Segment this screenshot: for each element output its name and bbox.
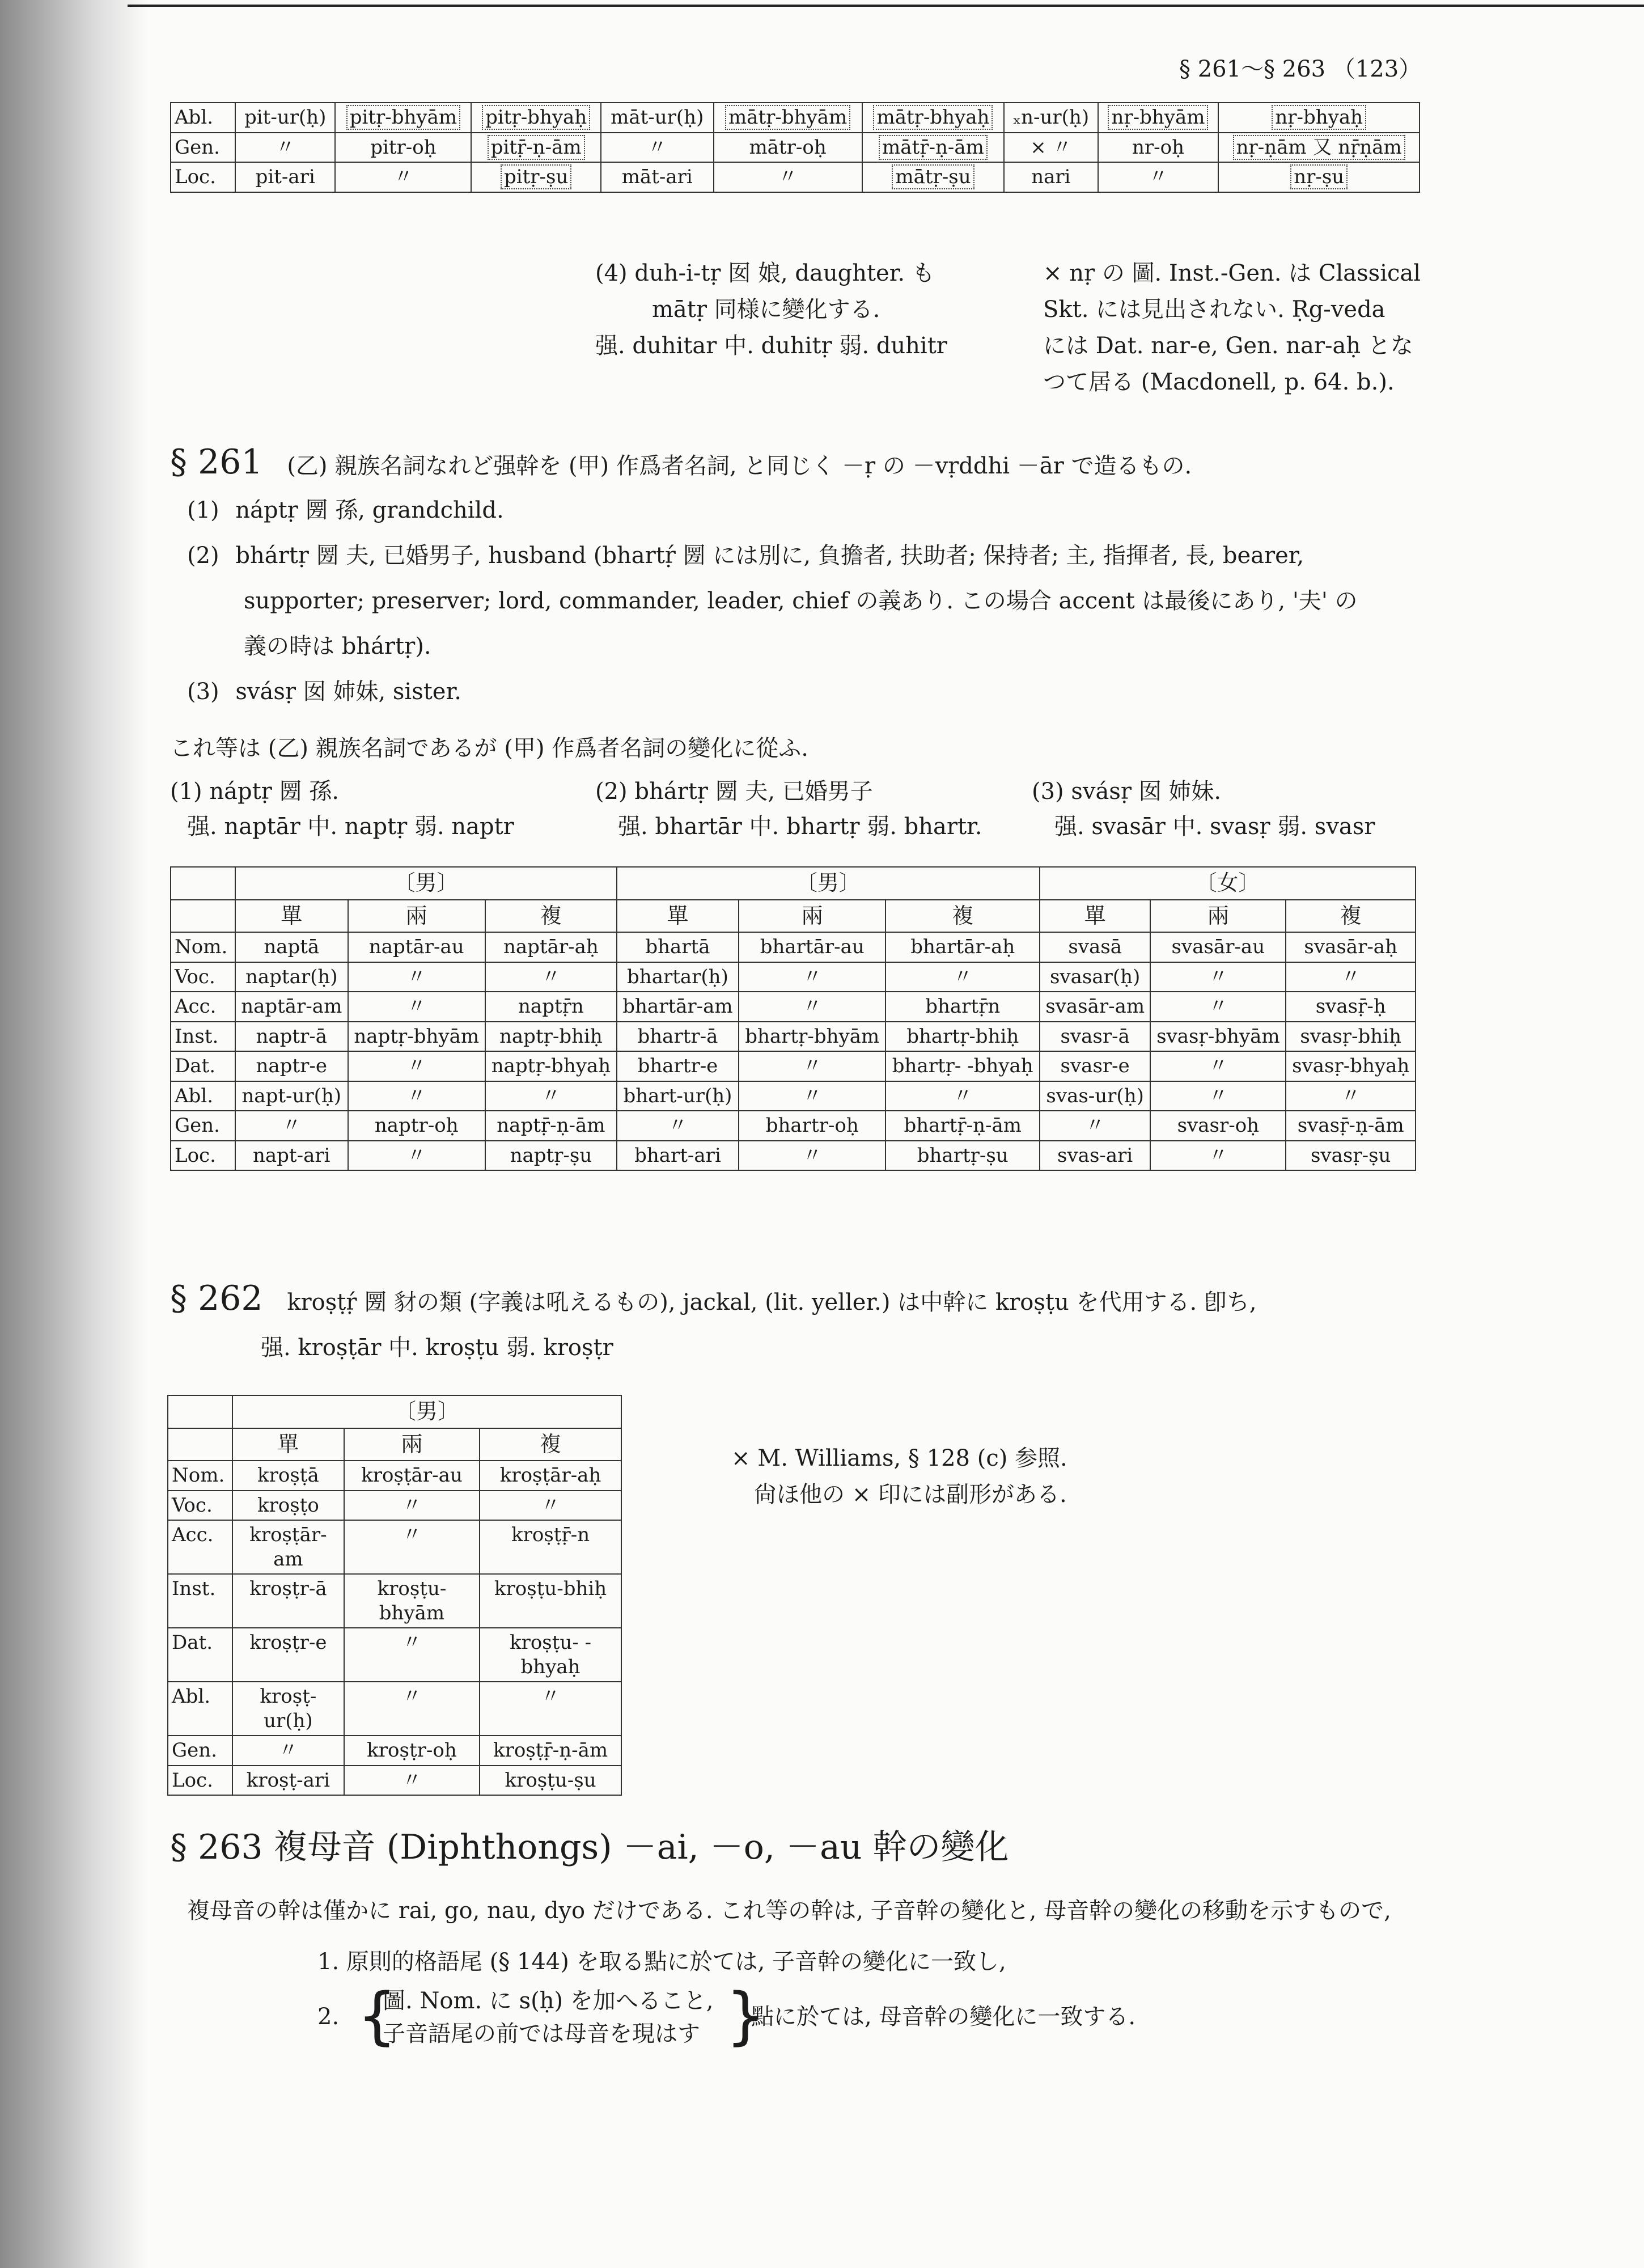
case-label: Voc.	[168, 1491, 232, 1521]
table-cell: kroṣṭu- -bhyaḥ	[480, 1628, 621, 1682]
table-cell: 〃	[739, 992, 885, 1022]
form-text: ₓn-ur(ḥ)	[1012, 106, 1090, 129]
section-262-text: kroṣṭṛ́ 圐 豺の類 (字義は吼えるもの), jackal, (lit. yeller.) は中幹に kroṣṭu を代用する. 卽ち,	[287, 1289, 1257, 1315]
table-cell: kroṣṭu-ṣu	[480, 1766, 621, 1796]
form-text: 〃	[276, 136, 295, 159]
table-cell: kroṣṭār-au	[344, 1461, 480, 1491]
table-cell	[601, 103, 714, 133]
table-cell: 〃	[1150, 992, 1286, 1022]
stem-title: (3) svásṛ 囡 姉妹.	[1032, 778, 1222, 805]
table-row	[168, 1520, 621, 1574]
table-cell: 〃	[348, 1141, 486, 1171]
table-cell: naptā	[235, 932, 348, 962]
table-row	[171, 1111, 1416, 1141]
table-cell: kroṣṭār-aḥ	[480, 1461, 621, 1491]
number-header: 單	[617, 900, 739, 933]
item-text: náptṛ 圐 孫, grandchild.	[235, 497, 504, 523]
table3-head	[168, 1395, 621, 1461]
table-cell	[471, 103, 600, 133]
case-label: Loc.	[171, 162, 235, 192]
number-header: 兩	[1150, 900, 1286, 933]
form-text: mātṝ-ṇ-ām	[879, 135, 988, 160]
case-label: Gen.	[171, 133, 235, 163]
form-text: nr-oḥ	[1132, 136, 1184, 159]
table-cell	[335, 162, 471, 192]
case-label: Nom.	[168, 1461, 232, 1491]
table-cell	[471, 133, 600, 163]
left-brace: {	[357, 1979, 397, 2052]
table-row	[171, 133, 1420, 163]
number-header: 兩	[344, 1428, 480, 1461]
table-cell: kroṣṭā	[232, 1461, 344, 1491]
section-261-summary: これ等は (乙) 親族名詞であるが (甲) 作爲者名詞の變化に從ふ.	[170, 735, 808, 761]
note-mwilliams	[731, 1440, 1067, 1513]
form-text: mātṛ-bhyaḥ	[873, 105, 993, 130]
number-header: 單	[235, 900, 348, 933]
form-text: 〃	[778, 166, 798, 188]
table-cell: kroṣṭ-ur(ḥ)	[232, 1682, 344, 1736]
section-261-items	[187, 488, 1463, 714]
table-cell	[1098, 162, 1219, 192]
table-cell: bhartār-aḥ	[885, 932, 1040, 962]
table1-body	[171, 103, 1420, 192]
table-cell	[471, 162, 600, 192]
gender-header: 〔男〕	[232, 1395, 621, 1428]
note-nr-footnote	[1043, 255, 1421, 400]
number-header: 複	[1286, 900, 1416, 933]
stem-grade-line: 强. naptār 中. naptṛ 弱. naptr	[187, 814, 514, 840]
table-cell: 〃	[1150, 1081, 1286, 1111]
table-cell: 〃	[344, 1628, 480, 1682]
table-cell: svas-ur(ḥ)	[1040, 1081, 1150, 1111]
right-brace: }	[726, 1979, 765, 2052]
table-cell	[714, 162, 862, 192]
table-cell: kroṣṭār-am	[232, 1520, 344, 1574]
item-number: (1)	[187, 497, 219, 523]
section-262-grades: 强. kroṣṭār 中. kroṣṭu 弱. kroṣṭr	[261, 1335, 613, 1361]
form-text: nṛ-bhyaḥ	[1272, 105, 1366, 130]
table-row	[168, 1766, 621, 1796]
table-row	[168, 1491, 621, 1521]
case-label: Gen.	[171, 1111, 235, 1141]
table-cell: bhartr-oḥ	[739, 1111, 885, 1141]
case-label: Acc.	[171, 992, 235, 1022]
corner-cell	[171, 867, 235, 900]
table-cell	[1218, 103, 1420, 133]
table-row	[168, 1628, 621, 1682]
point2-line-b: 子音語尾の前では母音を現はす	[383, 2021, 700, 2047]
table-cell: 〃	[1286, 1081, 1416, 1111]
form-text: pitr-oḥ	[370, 136, 437, 159]
table-cell: kroṣṭṝ-ṇ-ām	[480, 1736, 621, 1766]
form-text: pitṝ-ṇ-ām	[488, 135, 585, 160]
table-cell: 〃	[344, 1520, 480, 1574]
table-cell: 〃	[1286, 962, 1416, 992]
table-cell: bhart-ari	[617, 1141, 739, 1171]
form-text: 〃	[393, 166, 413, 188]
table-row	[171, 1022, 1416, 1052]
table-cell: naptṛ-ṣu	[485, 1141, 617, 1171]
paradigm-table-naptr-bhartr-svasr	[170, 866, 1416, 1171]
table-cell: naptṝn	[485, 992, 617, 1022]
table-cell	[862, 133, 1005, 163]
case-label: Dat.	[171, 1051, 235, 1081]
stem-grade-line: 强. svasār 中. svasṛ 弱. svasr	[1054, 814, 1375, 840]
case-label: Voc.	[171, 962, 235, 992]
table-cell: 〃	[480, 1491, 621, 1521]
item-text: bhártṛ 圐 夫, 已婚男子, husband (bhartṛ́ 圐 には別に, 負擔者, 扶助者; 保持者; 主, 指揮者, 長, bearer,	[235, 543, 1304, 569]
table-cell: 〃	[617, 1111, 739, 1141]
note-nr-line3: には Dat. nar-e, Gen. nar-aḥ とな	[1043, 333, 1413, 359]
table-cell: 〃	[348, 992, 486, 1022]
note-duhitr-line2: mātṛ 同様に變化する.	[652, 297, 880, 323]
table-cell: naptār-aḥ	[485, 932, 617, 962]
paradigm-table-pitr-matr-nr	[170, 102, 1420, 193]
table-cell: napt-ur(ḥ)	[235, 1081, 348, 1111]
table-cell	[1218, 133, 1420, 163]
table-row	[168, 1461, 621, 1491]
table2-head	[171, 867, 1416, 932]
table-cell: bhartṝ-ṇ-ām	[885, 1111, 1040, 1141]
table-row	[171, 103, 1420, 133]
table-cell: bhartar(ḥ)	[617, 962, 739, 992]
point2-conclusion: 點に於ては, 母音幹の變化に一致する.	[751, 2004, 1136, 2030]
point2-number: 2.	[317, 2004, 340, 2030]
table-cell: svasṝ-ṇ-ām	[1286, 1111, 1416, 1141]
table-row	[171, 932, 1416, 962]
case-label: Loc.	[168, 1766, 232, 1796]
table-cell	[235, 103, 335, 133]
case-label: Nom.	[171, 932, 235, 962]
corner-cell	[171, 900, 235, 933]
table-cell	[1098, 133, 1219, 163]
table-cell: kroṣṭr-e	[232, 1628, 344, 1682]
table-cell	[335, 103, 471, 133]
number-header-row	[171, 900, 1416, 933]
table-cell: bhartr-e	[617, 1051, 739, 1081]
table-cell: 〃	[480, 1682, 621, 1736]
gender-header: 〔女〕	[1040, 867, 1416, 900]
table-cell: naptr-e	[235, 1051, 348, 1081]
number-header: 複	[885, 900, 1040, 933]
number-header: 複	[480, 1428, 621, 1461]
table-cell: 〃	[485, 1081, 617, 1111]
section-261-heading: (乙) 親族名詞なれど强幹を (甲) 作爲者名詞, と同じく －ṛ の －vṛddhi －ār で造るもの.	[287, 453, 1192, 479]
list-item	[187, 488, 1463, 533]
stem-grade-line: 强. bhartār 中. bhartṛ 弱. bhartr.	[618, 814, 982, 840]
table-cell: 〃	[1040, 1111, 1150, 1141]
list-item	[187, 669, 1463, 714]
table-cell: bhartr-ā	[617, 1022, 739, 1052]
table-cell: svasā	[1040, 932, 1150, 962]
table-cell: bhartṛ- -bhyaḥ	[885, 1051, 1040, 1081]
table-cell: svasr-oḥ	[1150, 1111, 1286, 1141]
item-number: (3)	[187, 679, 219, 705]
table-cell	[601, 133, 714, 163]
form-text: pitṛ-ṣu	[501, 164, 571, 189]
corner-cell	[168, 1395, 232, 1428]
table-cell: 〃	[344, 1682, 480, 1736]
table-cell: bhart-ur(ḥ)	[617, 1081, 739, 1111]
table-row	[171, 1051, 1416, 1081]
table-cell: naptār-au	[348, 932, 486, 962]
number-header: 複	[485, 900, 617, 933]
case-label: Abl.	[171, 103, 235, 133]
form-text: nṛ-ṣu	[1290, 164, 1348, 189]
table-cell	[1218, 162, 1420, 192]
table-row	[171, 992, 1416, 1022]
table-cell	[1004, 162, 1098, 192]
table-cell: svasṛ-bhyaḥ	[1286, 1051, 1416, 1081]
table-cell	[335, 133, 471, 163]
form-text: × 〃	[1030, 136, 1072, 159]
table-cell	[601, 162, 714, 192]
table-cell: svasr-e	[1040, 1051, 1150, 1081]
number-header: 單	[232, 1428, 344, 1461]
table-cell: 〃	[739, 962, 885, 992]
stem-title: (2) bhártṛ 圐 夫, 已婚男子	[595, 778, 873, 805]
table-row	[168, 1682, 621, 1736]
table-cell	[714, 133, 862, 163]
paradigm-table-krostr	[167, 1395, 622, 1796]
table2-body	[171, 932, 1416, 1170]
table-row	[171, 1141, 1416, 1171]
table-cell: 〃	[739, 1081, 885, 1111]
form-text: māt-ari	[621, 166, 693, 188]
table-cell: 〃	[1150, 962, 1286, 992]
table-cell: naptṝ-ṇ-ām	[485, 1111, 617, 1141]
form-text: pit-ur(ḥ)	[244, 106, 327, 129]
section-263-heading: § 263 複母音 (Diphthongs) －ai, －o, －au 幹の變化	[170, 1827, 1009, 1867]
table-cell: bhartṛ-ṣu	[885, 1141, 1040, 1171]
table-cell: svasṝ-ḥ	[1286, 992, 1416, 1022]
table-cell: svasār-au	[1150, 932, 1286, 962]
form-text: mātṛ-bhyām	[725, 105, 850, 130]
case-label: Acc.	[168, 1520, 232, 1574]
note-nr-line1: × nṛ の 圖. Inst.-Gen. は Classical	[1043, 260, 1421, 286]
form-text: pitṛ-bhyaḥ	[482, 105, 590, 130]
note-duhitr-line1: (4) duh-i-tṛ 囡 娘, daughter. も	[595, 260, 935, 286]
table-cell: svasar(ḥ)	[1040, 962, 1150, 992]
table-cell	[862, 162, 1005, 192]
table-row	[168, 1574, 621, 1628]
table-cell: naptṛ-bhyām	[348, 1022, 486, 1052]
note-duhitr-line3: 强. duhitar 中. duhitṛ 弱. duhitr	[595, 333, 947, 359]
page-header: § 261～§ 263 （123）	[1179, 56, 1422, 82]
table-cell: naptr-ā	[235, 1022, 348, 1052]
form-text: pit-ari	[255, 166, 315, 188]
table-cell: kroṣṭṝ-n	[480, 1520, 621, 1574]
stem-title: (1) náptṛ 圐 孫.	[170, 778, 339, 805]
table-cell: naptṛ-bhyaḥ	[485, 1051, 617, 1081]
table-cell: 〃	[344, 1491, 480, 1521]
case-label: Loc.	[171, 1141, 235, 1171]
list-item	[187, 533, 1463, 578]
table-cell: 〃	[348, 1051, 486, 1081]
table-row	[171, 162, 1420, 192]
form-text: mātṛ-ṣu	[892, 164, 974, 189]
table-cell: bhartṛ-bhiḥ	[885, 1022, 1040, 1052]
gender-header: 〔男〕	[617, 867, 1040, 900]
table-cell: svas-ari	[1040, 1141, 1150, 1171]
table-cell: 〃	[232, 1736, 344, 1766]
section-261-number: § 261	[170, 442, 263, 482]
table-cell: 〃	[885, 1081, 1040, 1111]
table-cell: napt-ari	[235, 1141, 348, 1171]
table-cell: kroṣṭr-ā	[232, 1574, 344, 1628]
scan-shadow	[0, 0, 147, 2268]
table-cell: 〃	[885, 962, 1040, 992]
case-label: Inst.	[168, 1574, 232, 1628]
form-text: 〃	[1148, 166, 1168, 188]
form-text: nṛ-bhyām	[1108, 105, 1208, 130]
table-cell: 〃	[1150, 1141, 1286, 1171]
table-cell: svasr-ā	[1040, 1022, 1150, 1052]
table-cell: svasṛ-bhiḥ	[1286, 1022, 1416, 1052]
table-cell: naptr-oḥ	[348, 1111, 486, 1141]
table-cell: svasṛ-ṣu	[1286, 1141, 1416, 1171]
case-label: Abl.	[171, 1081, 235, 1111]
table-cell	[1098, 103, 1219, 133]
section-263-point1: 1. 原則的格語尾 (§ 144) を取る點に於ては, 子音幹の變化に一致し,	[317, 1949, 1006, 1975]
number-header: 兩	[739, 900, 885, 933]
point2-lines	[383, 1984, 714, 2050]
table-cell: 〃	[348, 1081, 486, 1111]
section-261	[170, 439, 1463, 489]
table-cell: svasār-aḥ	[1286, 932, 1416, 962]
table-cell: svasār-am	[1040, 992, 1150, 1022]
table-cell	[1004, 103, 1098, 133]
table-cell: bhartṛ-bhyām	[739, 1022, 885, 1052]
table-cell: 〃	[739, 1141, 885, 1171]
stem-bhartr	[595, 774, 1037, 844]
section-263-intro: 複母音の幹は僅かに rai, go, nau, dyo だけである. これ等の幹は, 子音幹の變化と, 母音幹の變化の移動を示すもので,	[187, 1898, 1391, 1924]
table-cell: kroṣṭ-ari	[232, 1766, 344, 1796]
note-duhitr	[595, 255, 947, 364]
number-header-row	[168, 1428, 621, 1461]
table-cell: naptār-am	[235, 992, 348, 1022]
form-text: 〃	[647, 136, 667, 159]
case-label: Gen.	[168, 1736, 232, 1766]
table-cell: 〃	[235, 1111, 348, 1141]
table-cell: 〃	[344, 1766, 480, 1796]
item-number: (2)	[187, 543, 219, 569]
table-cell: kroṣṭr-oḥ	[344, 1736, 480, 1766]
case-label: Inst.	[171, 1022, 235, 1052]
table-cell	[235, 162, 335, 192]
gender-header: 〔男〕	[235, 867, 617, 900]
form-text: nṛ-ṇām 又 nṝṇām	[1233, 135, 1405, 160]
table-cell: 〃	[739, 1051, 885, 1081]
table-cell: svasṛ-bhyām	[1150, 1022, 1286, 1052]
table-cell: bhartṝn	[885, 992, 1040, 1022]
section-262-number: § 262	[170, 1279, 263, 1318]
section-262	[170, 1276, 1463, 1370]
table-cell: naptar(ḥ)	[235, 962, 348, 992]
table-cell: kroṣṭu-bhyām	[344, 1574, 480, 1628]
table-row	[168, 1736, 621, 1766]
item-text: svásṛ 囡 姉妹, sister.	[235, 679, 461, 705]
table-row	[171, 1081, 1416, 1111]
gender-header-row	[171, 867, 1416, 900]
note-mwilliams-line2: 尙ほ他の × 印には副形がある.	[754, 1482, 1067, 1508]
table-cell	[714, 103, 862, 133]
stem-naptr	[170, 774, 595, 844]
case-label: Abl.	[168, 1682, 232, 1736]
table-row	[171, 962, 1416, 992]
table-cell: bhartār-am	[617, 992, 739, 1022]
gender-header-row	[168, 1395, 621, 1428]
form-text: mātr-oḥ	[749, 136, 827, 159]
note-nr-line2: Skt. には見出されない. Ṛg-veda	[1043, 297, 1385, 323]
table-cell: 〃	[348, 962, 486, 992]
number-header: 兩	[348, 900, 486, 933]
table-cell	[862, 103, 1005, 133]
table-cell: bhartār-au	[739, 932, 885, 962]
note-mwilliams-line1: × M. Williams, § 128 (c) 参照.	[731, 1445, 1067, 1471]
form-text: māt-ur(ḥ)	[611, 106, 704, 129]
point2-line-a: 圖. Nom. に s(ḥ) を加へること,	[383, 1988, 714, 2014]
table3-body	[168, 1461, 621, 1795]
table-cell: 〃	[1150, 1051, 1286, 1081]
stem-svasr	[1032, 774, 1463, 844]
form-text: nari	[1031, 166, 1071, 188]
table-cell: kroṣṭo	[232, 1491, 344, 1521]
table-cell: naptṛ-bhiḥ	[485, 1022, 617, 1052]
form-text: pitṛ-bhyām	[346, 105, 460, 130]
note-nr-line4: つて居る (Macdonell, p. 64. b.).	[1043, 369, 1395, 395]
list-item-continued: supporter; preserver; lord, commander, leader, chief の義あり. この場合 accent は最後にあり, '夫' の	[244, 588, 1358, 614]
table-cell	[1004, 133, 1098, 163]
table-cell	[235, 133, 335, 163]
table-cell: bhartā	[617, 932, 739, 962]
top-rule	[128, 5, 1644, 7]
list-item-continued: 義の時は bhártṛ).	[244, 633, 431, 659]
table-cell: kroṣṭu-bhiḥ	[480, 1574, 621, 1628]
case-label: Dat.	[168, 1628, 232, 1682]
number-header: 單	[1040, 900, 1150, 933]
table-cell: 〃	[485, 962, 617, 992]
corner-cell	[168, 1428, 232, 1461]
